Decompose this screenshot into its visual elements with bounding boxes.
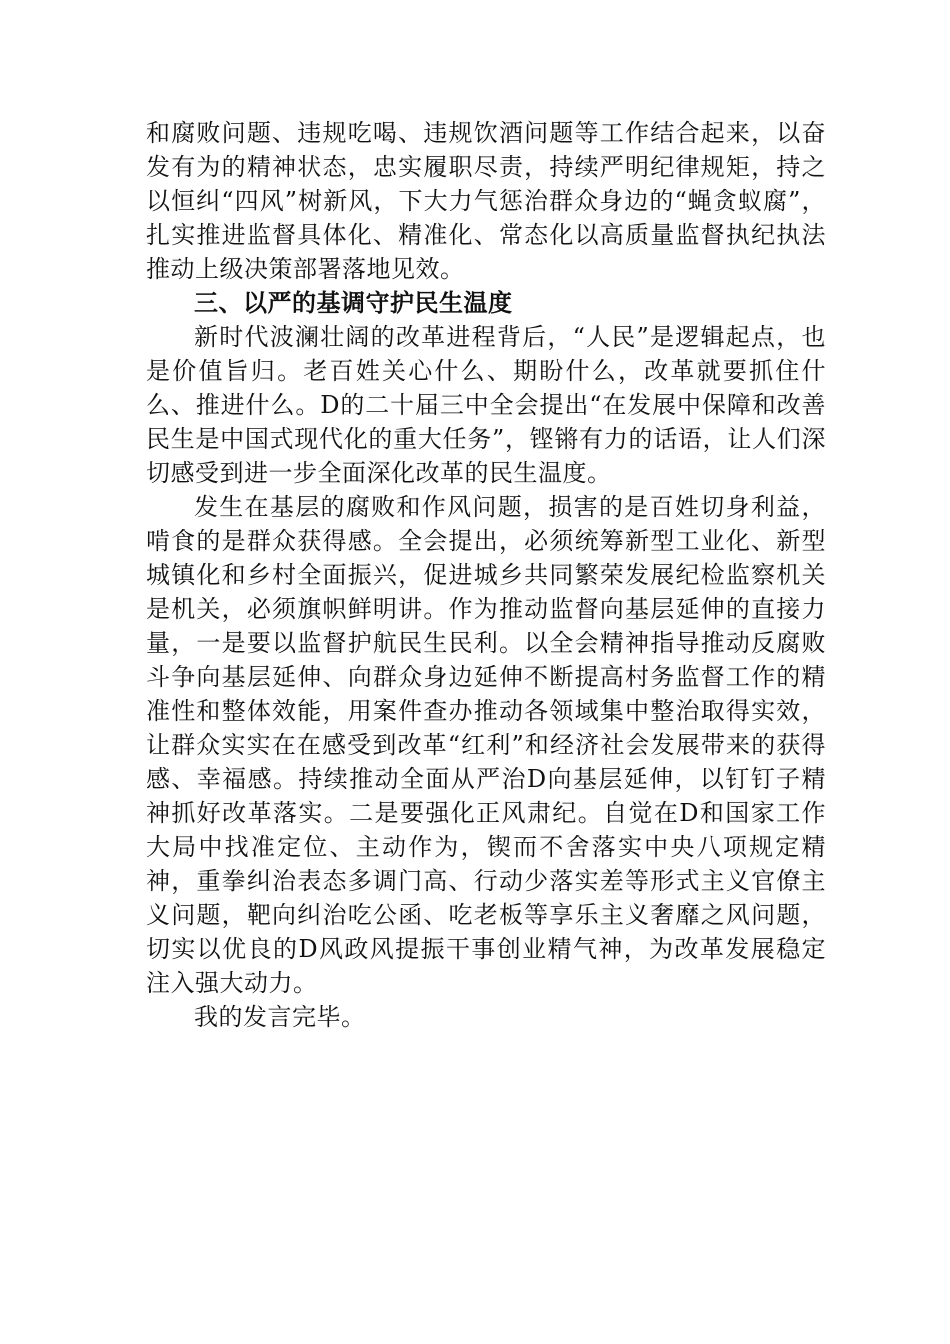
section-heading: 三、以严的基调守护民生温度 bbox=[194, 289, 513, 317]
body-paragraph-1: 新时代波澜壮阔的改革进程背后，“人民”是逻辑起点，也是价值旨归。老百姓关心什么、期盼什么，改革就要抓住什么、推进什么。D的二十届三中全会提出“在发展中保障和改善民生是中国式现代化的重大任务”，铿锵有力的话语，让人们深切感受到进一步全面深化改革的民生温度。 bbox=[146, 323, 826, 487]
body-paragraph-2: 发生在基层的腐败和作风问题，损害的是百姓切身利益，啃食的是群众获得感。全会提出，必须统筹新型工业化、新型城镇化和乡村全面振兴，促进城乡共同繁荣发展纪检监察机关是机关，必须旗帜鲜明讲。作为推动监督向基层延伸的直接力量，一是要以监督护航民生民利。以全会精神指导推动反腐败斗争向基层延伸、向群众身边延伸不断提高村务监督工作的精准性和整体效能，用案件查办推动各领域集中整治取得实效，让群众实实在在感受到改革“红利”和经济社会发展带来的获得感、幸福感。持续推动全面从严治D向基层延伸，以钉钉子精神抓好改革落实。二是要强化正风肃纪。自觉在D和国家工作大局中找准定位、主动作为，锲而不舍落实中央八项规定精神，重拳纠治表态多调门高、行动少落实差等形式主义官僚主义问题，靶向纠治吃公函、吃老板等享乐主义奢靡之风问题，切实以优良的D风政风提振干事创业精气神，为改革发展稳定注入强大动力。 bbox=[146, 493, 826, 997]
document-body bbox=[146, 116, 826, 1034]
continuation-paragraph: 和腐败问题、违规吃喝、违规饮酒问题等工作结合起来，以奋发有为的精神状态，忠实履职尽责，持续严明纪律规矩，持之以恒纠“四风”树新风，下大力气惩治群众身边的“蝇贪蚁腐”，扎实推进监督具体化、精准化、常态化以高质量监督执纪执法推动上级决策部署落地见效。 bbox=[146, 119, 826, 283]
closing-paragraph: 我的发言完毕。 bbox=[194, 1003, 366, 1031]
